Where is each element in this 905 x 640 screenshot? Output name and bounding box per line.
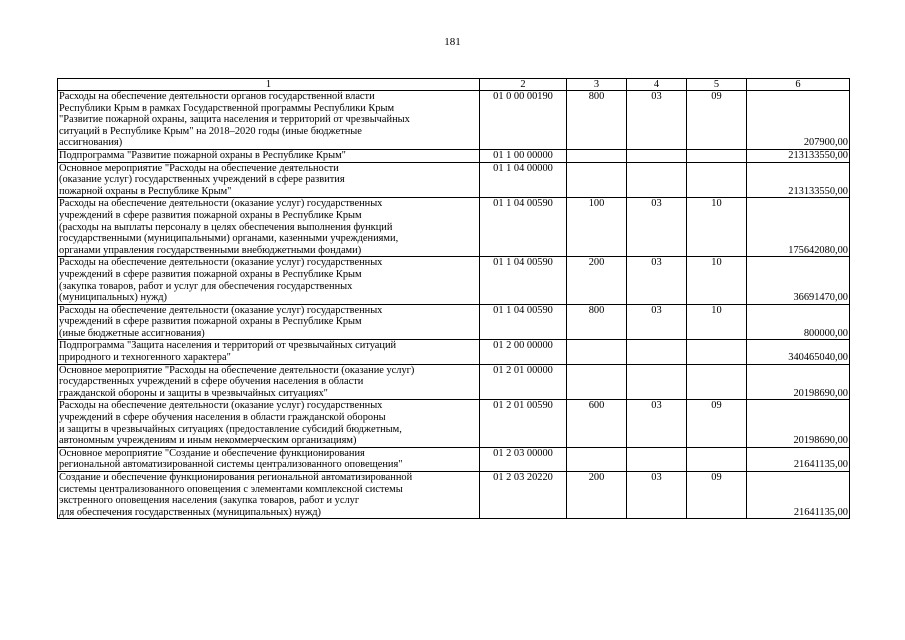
row-section [627,149,687,162]
row-section: 03 [627,198,687,257]
row-section: 03 [627,304,687,340]
row-code: 01 2 03 20220 [480,472,567,519]
row-section [627,162,687,198]
header-row [58,79,850,91]
table-row [58,198,850,257]
row-name: Подпрограмма "Защита населения и территорий от чрезвычайных ситуаций природного и техногенного характера" [58,340,480,364]
row-section [627,340,687,364]
row-amount: 213133550,00 [747,162,850,198]
row-expense-type: 200 [567,472,627,519]
table-row [58,149,850,162]
header-col-2: 2 [480,79,567,91]
row-subsection: 09 [687,472,747,519]
row-expense-type: 600 [567,400,627,447]
row-expense-type [567,162,627,198]
row-expense-type: 800 [567,304,627,340]
row-amount: 21641135,00 [747,447,850,471]
table-row [58,162,850,198]
row-amount: 340465040,00 [747,340,850,364]
row-name: Расходы на обеспечение деятельности органов государственной власти Республики Крым в рамках Государственной программы Республики Крым "Развитие пожарной охраны, защита населения и территорий от чрезвычайных ситуаций в Республике Крым" на 2018–2020 годы (иные бюджетные ассигнования) [58,91,480,150]
table-row [58,340,850,364]
row-code: 01 2 01 00590 [480,400,567,447]
row-code: 01 1 04 00000 [480,162,567,198]
row-amount: 20198690,00 [747,400,850,447]
row-section: 03 [627,257,687,304]
row-amount: 175642080,00 [747,198,850,257]
row-section: 03 [627,472,687,519]
row-name: Расходы на обеспечение деятельности (оказание услуг) государственных учреждений в сфере развития пожарной охраны в Республике Крым (закупка товаров, работ и услуг для обеспечения государственных (муниципальных) нужд) [58,257,480,304]
row-subsection [687,340,747,364]
row-name: Расходы на обеспечение деятельности (оказание услуг) государственных учреждений в сфере обучения населения в области гражданской обороны и защиты в чрезвычайных ситуациях (предоставление субсидий бюджетным, автономным учреждениям и иным некоммерческим организациям) [58,400,480,447]
row-name: Создание и обеспечение функционирования региональной автоматизированной системы централизованного оповещения с элементами комплексной системы экстренного оповещения населения (закупка товаров, работ и услуг для обеспечения государственных (муниципальных) нужд) [58,472,480,519]
table-row [58,91,850,150]
table-row [58,472,850,519]
row-amount: 36691470,00 [747,257,850,304]
row-section [627,447,687,471]
budget-table [57,78,850,519]
row-name: Основное мероприятие "Расходы на обеспечение деятельности (оказание услуг) государственных учреждений в сфере развития пожарной охраны в Республике Крым" [58,162,480,198]
row-code: 01 2 01 00000 [480,364,567,400]
row-expense-type [567,364,627,400]
row-code: 01 1 04 00590 [480,198,567,257]
row-amount: 21641135,00 [747,472,850,519]
row-code: 01 2 00 00000 [480,340,567,364]
table-row [58,364,850,400]
row-subsection [687,162,747,198]
row-code: 01 1 04 00590 [480,304,567,340]
row-amount: 800000,00 [747,304,850,340]
row-section: 03 [627,400,687,447]
row-name: Расходы на обеспечение деятельности (оказание услуг) государственных учреждений в сфере развития пожарной охраны в Республике Крым (расходы на выплаты персоналу в целях обеспечения выполнения функций государственными (муниципальными) органами, казенными учреждениями, органами управления государственными внебюджетными фондами) [58,198,480,257]
header-col-4: 4 [627,79,687,91]
header-col-6: 6 [747,79,850,91]
row-section: 03 [627,91,687,150]
row-name: Основное мероприятие "Расходы на обеспечение деятельности (оказание услуг) государственных учреждений в сфере обучения населения в области гражданской обороны и защиты в чрезвычайных ситуациях" [58,364,480,400]
row-code: 01 1 00 00000 [480,149,567,162]
row-subsection: 09 [687,400,747,447]
row-name: Расходы на обеспечение деятельности (оказание услуг) государственных учреждений в сфере развития пожарной охраны в Республике Крым (иные бюджетные ассигнования) [58,304,480,340]
header-col-5: 5 [687,79,747,91]
page-number: 181 [444,36,461,48]
table-row [58,304,850,340]
row-code: 01 1 04 00590 [480,257,567,304]
row-amount: 213133550,00 [747,149,850,162]
row-expense-type: 200 [567,257,627,304]
row-subsection: 10 [687,304,747,340]
row-expense-type [567,340,627,364]
table-row [58,447,850,471]
table-row [58,257,850,304]
row-section [627,364,687,400]
row-subsection [687,149,747,162]
row-expense-type [567,149,627,162]
row-subsection [687,364,747,400]
row-amount: 207900,00 [747,91,850,150]
row-subsection: 10 [687,257,747,304]
row-expense-type: 100 [567,198,627,257]
header-col-3: 3 [567,79,627,91]
table-row [58,400,850,447]
row-subsection: 10 [687,198,747,257]
header-col-1: 1 [58,79,480,91]
row-code: 01 2 03 00000 [480,447,567,471]
row-name: Подпрограмма "Развитие пожарной охраны в Республике Крым" [58,149,480,162]
row-name: Основное мероприятие "Создание и обеспечение функционирования региональной автоматизированной системы централизованного оповещения" [58,447,480,471]
row-subsection: 09 [687,91,747,150]
row-amount: 20198690,00 [747,364,850,400]
row-code: 01 0 00 00190 [480,91,567,150]
row-expense-type: 800 [567,91,627,150]
row-expense-type [567,447,627,471]
row-subsection [687,447,747,471]
